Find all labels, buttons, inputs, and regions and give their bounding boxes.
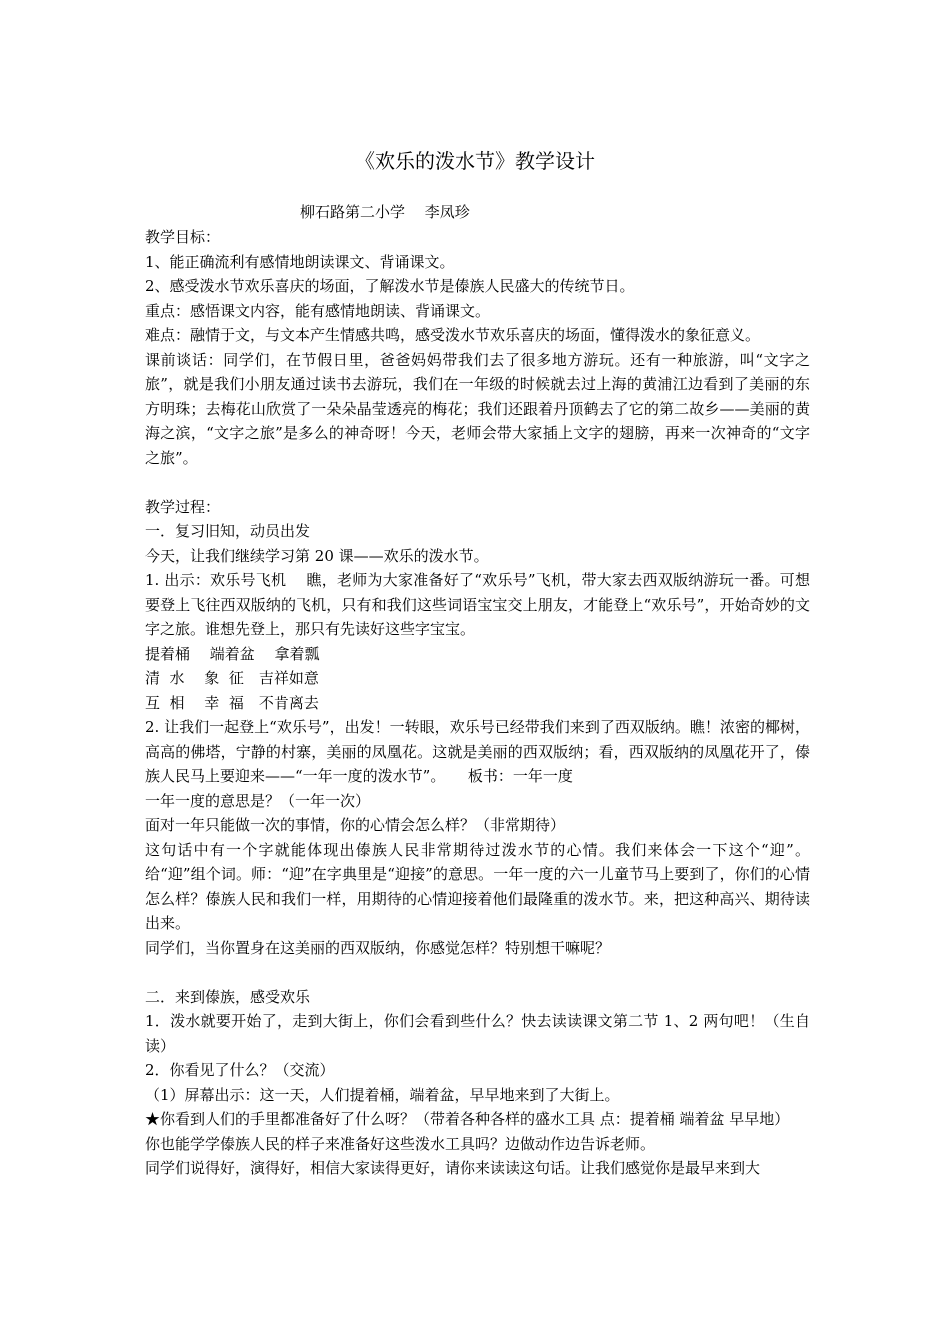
word-list-row: 互 相 幸 福 不肯离去: [145, 693, 319, 712]
section-heading: 一．复习旧知，动员出发: [145, 522, 311, 540]
word-list-row: 提着桶 端着盆 拿着瓢: [145, 644, 320, 663]
paragraph: 1．泼水就要开始了，走到大街上，你们会看到些什么？快去读读课文第二节 1、2 两句吧！（生自读）: [145, 1012, 810, 1055]
section-heading: 二．来到傣族，感受欢乐: [145, 987, 311, 1006]
paragraph: 同学们，当你置身在这美丽的西双版纳，你感觉怎样？特别想干嘛呢？: [145, 938, 611, 957]
paragraph: 2．你看见了什么？（交流）: [145, 1061, 335, 1079]
paragraph: 面对一年只能做一次的事情，你的心情会怎么样？（非常期待）: [145, 816, 566, 834]
paragraph: 这句话中有一个字就能体现出傣族人民非常期待过泼水节的心情。我们来体会一下这个“迎”。给“迎”组个词。师：“迎”在字典里是“迎接”的意思。一年一度的六一儿童节马上要到了，你们的心情怎么样？傣族人民和我们一样，用期待的心情迎接着他们最隆重的泼水节。来，把这种高兴、期待读出来。: [145, 840, 810, 932]
paragraph: 一年一度的意思是？（一年一次）: [145, 791, 371, 810]
paragraph: 同学们说得好，演得好，相信大家读得更好，请你来读读这句话。让我们感觉你是最早来到大: [145, 1159, 761, 1177]
blank-line: [145, 470, 810, 495]
paragraph: 课前谈话：同学们，在节假日里，爸爸妈妈带我们去了很多地方游玩。还有一种旅游，叫“文字之旅”，就是我们小朋友通过读书去游玩，我们在一年级的时候就去过上海的黄浦江边看到了美丽的东方明珠；去梅花山欣赏了一朵朵晶莹透亮的梅花；我们还跟着丹顶鹤去了它的第二故乡——美丽的黄海之滨，“文字之旅”是多么的神奇呀！今天，老师会带大家插上文字的翅膀，再来一次神奇的“文字之旅”。: [145, 350, 810, 467]
document-body: [145, 225, 810, 1181]
paragraph: 2、感受泼水节欢乐喜庆的场面，了解泼水节是傣族人民盛大的传统节日。: [145, 277, 635, 295]
paragraph: 教学过程：: [145, 497, 221, 516]
paragraph: 1. 出示：欢乐号飞机 瞧，老师为大家准备好了“欢乐号”飞机，带大家去西双版纳游玩一番。可想要登上飞往西双版纳的飞机，只有和我们这些词语宝宝交上朋友，才能登上“欢乐号”，开始奇妙的文字之旅。谁想先登上，那只有先读好这些字宝宝。: [145, 571, 810, 638]
paragraph: 今天，让我们继续学习第 20 课——欢乐的泼水节。: [145, 546, 489, 565]
paragraph: 2. 让我们一起登上“欢乐号”，出发！一转眼，欢乐号已经带我们来到了西双版纳。瞧！浓密的椰树，高高的佛塔，宁静的村寨，美丽的凤凰花。这就是美丽的西双版纳；看，西双版纳的凤凰花开了，傣族人民马上要迎来——“一年一度的泼水节”。 板书：一年一度: [145, 718, 810, 785]
paragraph: ★你看到人们的手里都准备好了什么呀？（带着各种各样的盛水工具 点：提着桶 端着盆 早早地）: [145, 1110, 790, 1128]
paragraph: 教学目标：: [145, 228, 221, 246]
paragraph: （1）屏幕出示：这一天，人们提着桶，端着盆，早早地来到了大街上。: [145, 1085, 620, 1104]
paragraph: 1、能正确流利有感情地朗读课文、背诵课文。: [145, 252, 455, 271]
word-list-row: 清 水 象 征 吉祥如意: [145, 669, 319, 687]
blank-line: [145, 960, 810, 985]
document-title: 《欢乐的泼水节》教学设计: [355, 149, 595, 173]
paragraph: 难点：融情于文，与文本产生情感共鸣，感受泼水节欢乐喜庆的场面，懂得泼水的象征意义。: [145, 326, 761, 344]
paragraph: 重点：感悟课文内容，能有感情地朗读、背诵课文。: [145, 301, 491, 320]
paragraph: 你也能学学傣族人民的样子来准备好这些泼水工具吗？边做动作边告诉老师。: [145, 1134, 656, 1153]
author-line: 柳石路第二小学 李凤珍: [300, 203, 470, 221]
